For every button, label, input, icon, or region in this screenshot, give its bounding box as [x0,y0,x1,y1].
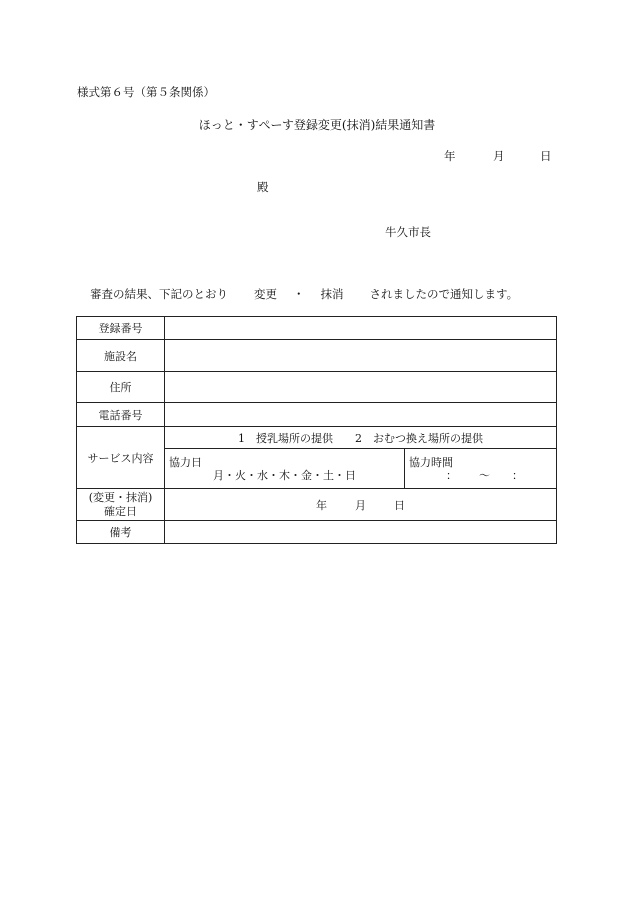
facility-name-value[interactable] [165,340,557,372]
date-year-label: 年 [444,149,456,163]
date-month-label: 月 [493,149,505,163]
table-row [77,372,557,403]
time-colon-start: ： [446,468,457,482]
addressee-suffix: 殿 [257,180,269,194]
confirm-date-month: 月 [355,498,366,512]
confirm-date-value[interactable] [165,489,557,521]
registration-info-table [76,316,557,544]
confirm-date-label-line1: (変更・抹消) [88,490,153,504]
table-row [77,340,557,372]
date-day-label: 日 [540,149,552,163]
registration-number-value[interactable] [165,317,557,340]
remarks-label: 備考 [77,521,165,544]
confirm-date-label-line2: 確定日 [104,504,137,518]
confirm-date-day: 日 [394,498,405,512]
service-options[interactable]: 1 授乳場所の提供 2 おむつ換え場所の提供 [165,427,557,449]
cooperation-day-label: 協力日 [169,455,202,469]
phone-label: 電話番号 [77,403,165,427]
time-colon-end: ： [512,468,523,482]
phone-value[interactable] [165,403,557,427]
cooperation-day-cell[interactable] [165,449,405,489]
table-row [77,317,557,340]
option-delete: 抹消 [320,287,344,301]
facility-name-label: 施設名 [77,340,165,372]
sentence-prefix: 審査の結果、下記のとおり [90,287,228,301]
confirm-date-label [77,489,165,521]
table-row [77,489,557,521]
confirm-date-year: 年 [316,498,327,512]
option-separator: ・ [293,287,305,301]
issuer-name: 牛久市長 [385,225,431,239]
cooperation-time-label: 協力時間 [409,455,453,469]
registration-number-label: 登録番号 [77,317,165,340]
cooperation-time-cell[interactable] [405,449,557,489]
remarks-value[interactable] [165,521,557,544]
document-title: ほっと・すぺーす登録変更(抹消)結果通知書 [198,118,436,132]
option-change: 変更 [254,287,277,301]
table-row [77,403,557,427]
address-value[interactable] [165,372,557,403]
table-row [77,427,557,449]
sentence-suffix: されましたので通知します。 [369,287,519,301]
address-label: 住所 [77,372,165,403]
time-tilde: 〜 [479,468,490,482]
form-number: 様式第６号（第５条関係） [77,85,215,99]
cooperation-time-range [405,469,556,482]
cooperation-days: 月・火・水・木・金・土・日 [213,468,356,482]
notification-sentence [90,287,518,301]
table-row [77,521,557,544]
service-content-label: サービス内容 [77,427,165,489]
